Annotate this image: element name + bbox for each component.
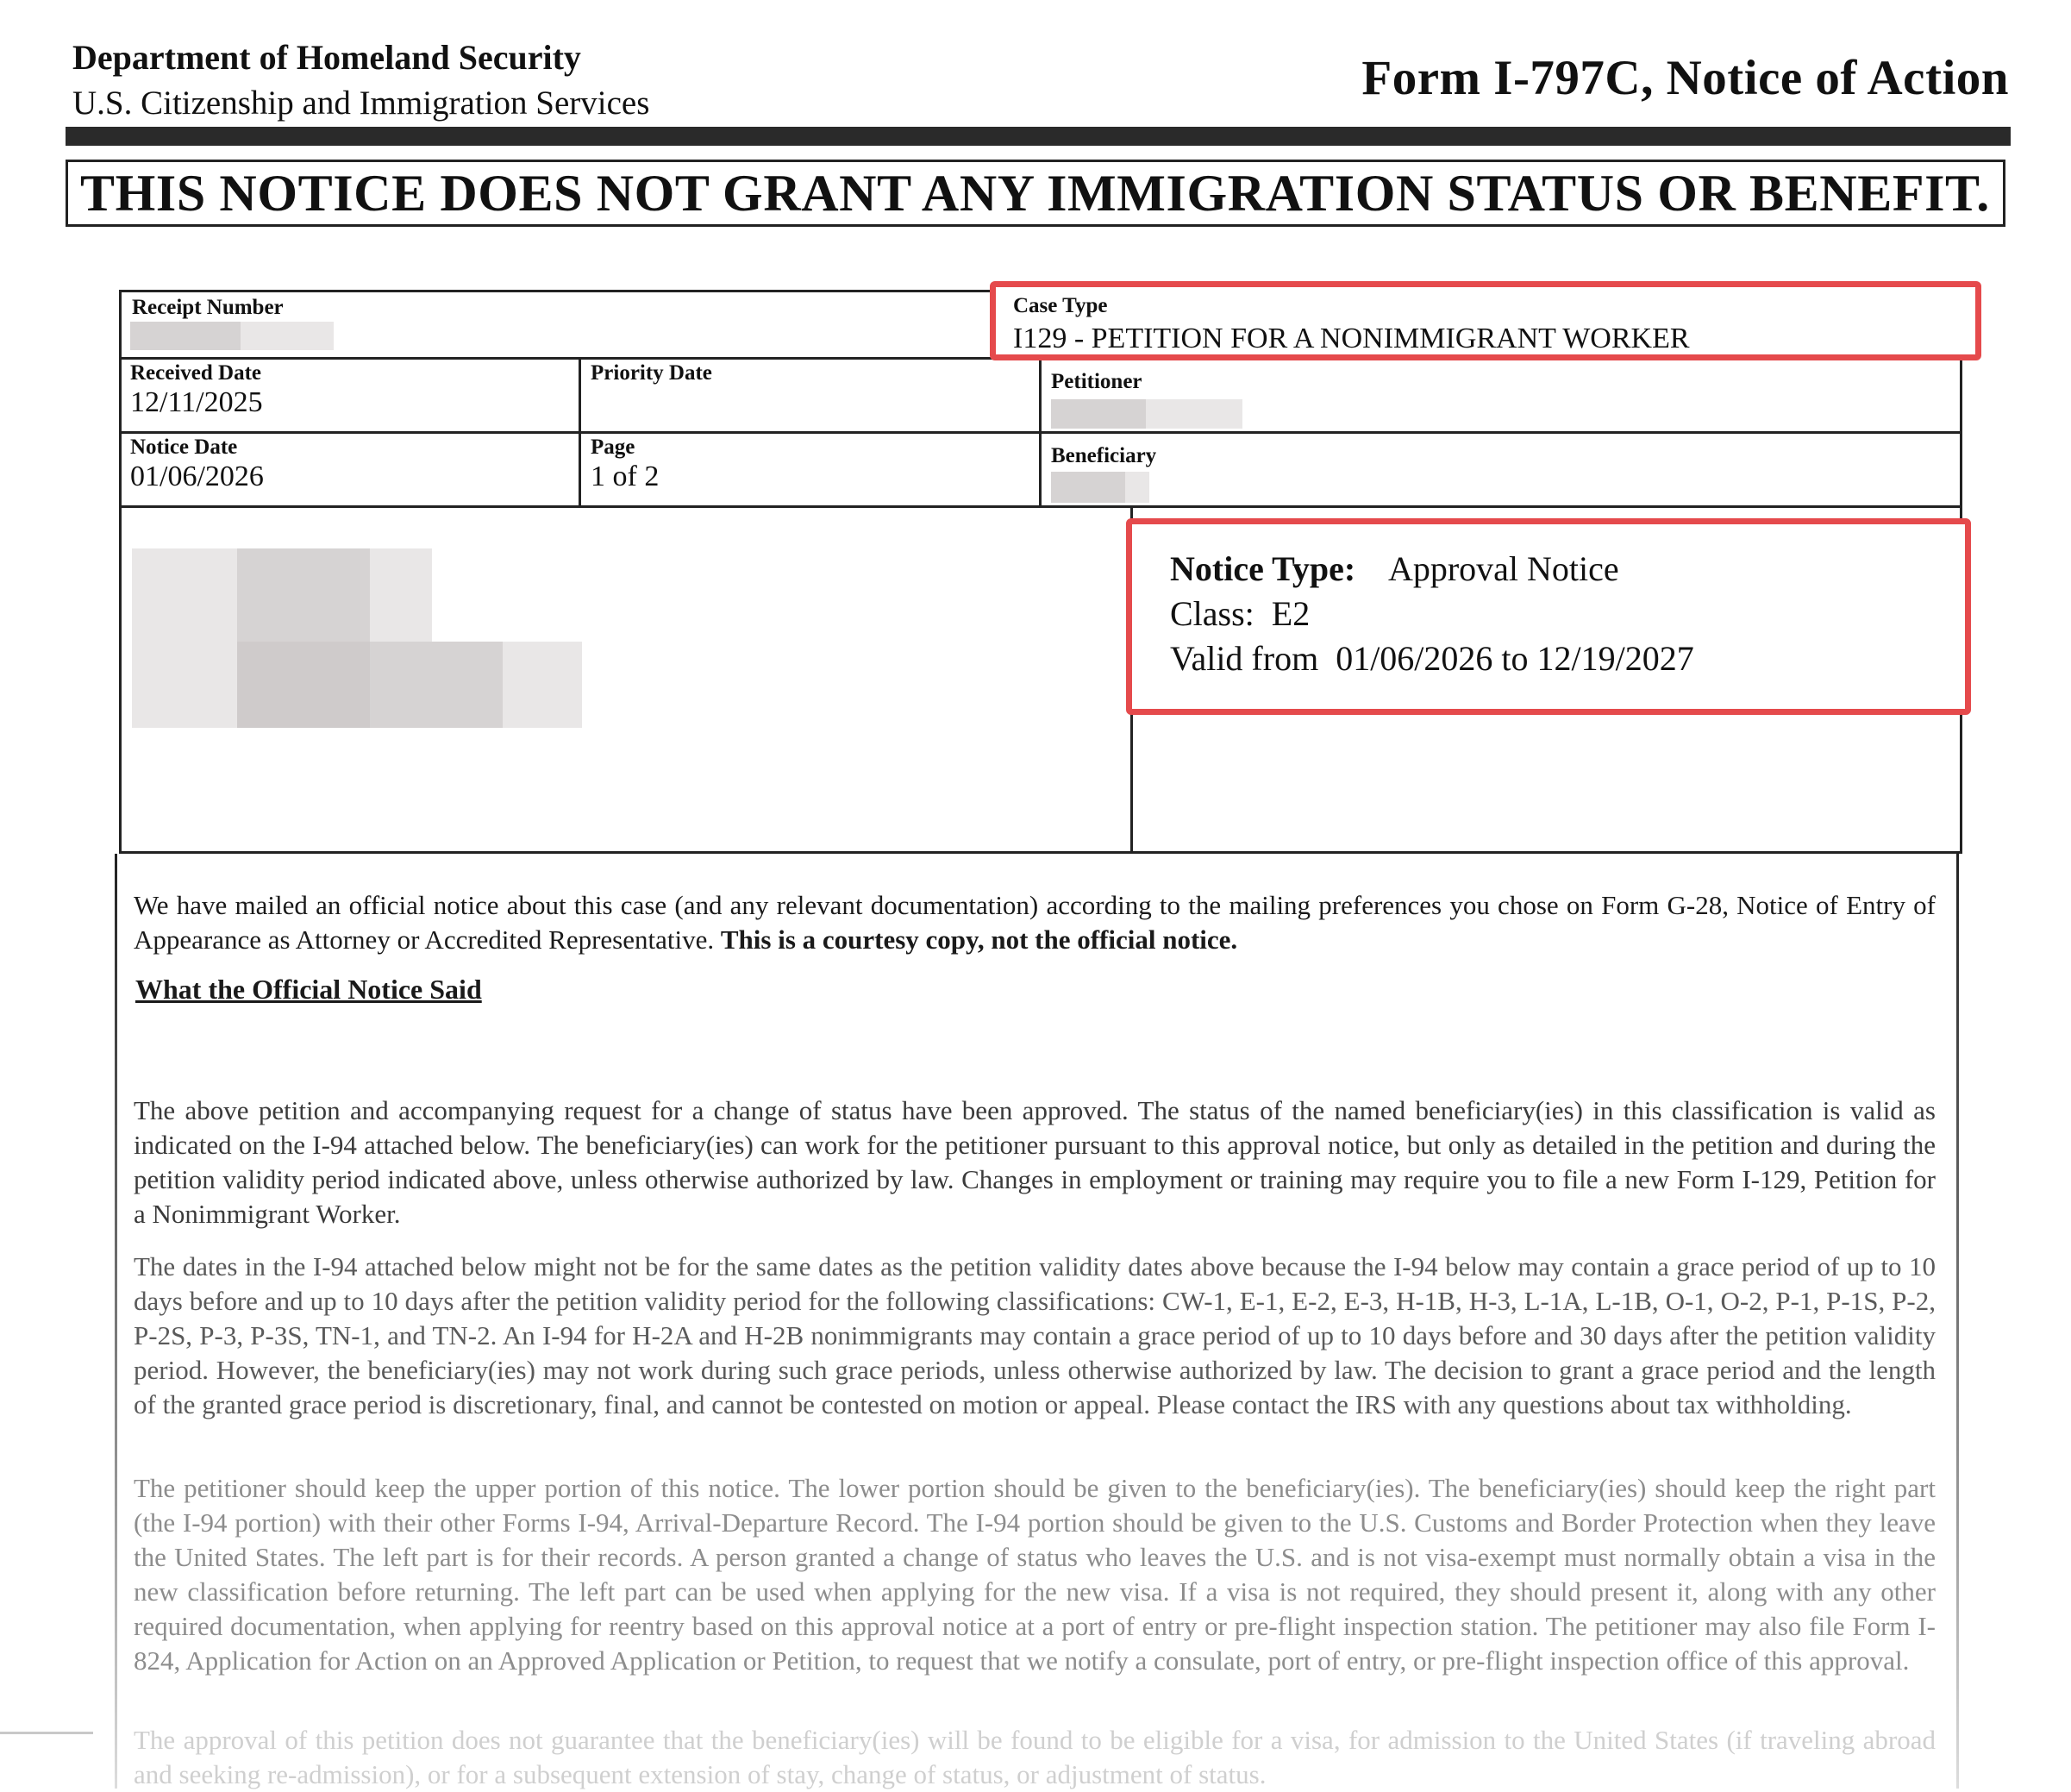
courtesy-copy-text: This is a courtesy copy, not the official notice. <box>720 924 1238 955</box>
address-redaction <box>370 642 503 728</box>
valid-label: Valid from <box>1170 639 1319 678</box>
agency-header <box>72 34 649 127</box>
receipt-number-redaction <box>130 322 241 350</box>
case-type-label: Case Type <box>1013 294 1108 317</box>
beneficiary-cell <box>1051 444 1156 468</box>
received-date-label: Received Date <box>130 361 262 385</box>
keep-notice-paragraph: The petitioner should keep the upper portion of this notice. The lower portion should be given to the beneficiary(ies). The beneficiary(ies) should keep the right part (the I-94 portion) with their other Forms I-94, Arrival-Departure Record. The I-94 portion should be given to the U.S. Customs and Border Protection when they leave the United States. The left part is for their records. A person granted a change of status who leaves the U.S. and is not visa-exempt must normally obtain a visa in the new classification before returning. The left part can be used when applying for the new visa. If a visa is not required, they should present it, along with any other required documentation, when applying for reentry based on this approval notice at a port of entry or pre-flight inspection station. The petitioner may also file Form I-824, Application for Action on an Approved Application or Petition, to request that we notify a consulate, port of entry, or pre-flight inspection office of this approval. <box>134 1473 1936 1676</box>
grid-divider <box>579 357 581 505</box>
beneficiary-redaction <box>1125 472 1149 503</box>
notice-type-line <box>1170 548 1619 589</box>
address-redaction <box>237 642 370 728</box>
official-notice-heading: What the Official Notice Said <box>135 974 482 1005</box>
address-redaction <box>132 642 237 728</box>
validity-line <box>1170 638 1694 679</box>
case-type-value: I129 - PETITION FOR A NONIMMIGRANT WORKER <box>1013 323 1690 354</box>
notice-date-value: 01/06/2026 <box>130 461 264 492</box>
grace-period-paragraph: The dates in the I-94 attached below might not be for the same dates as the petition validity dates above because the I-94 below may contain a grace period of up to 10 days before and up to 10 days after the petition validity period for the following classifications: CW-1, E-1, E-2, E-3, H-1B, H-3, L-1A, L-1B, O-1, O-2, P-1, P-1S, P-2, P-2S, P-3, P-3S, TN-1, and TN-2. An I-94 for H-2A and H-2B nonimmigrants may contain a grace period of up to 10 days before and 30 days after the petition validity period. However, the beneficiary(ies) may not work during such grace periods, unless otherwise authorized by law. The decision to grant a grace period and the length of the granted grace period is discretionary, final, and cannot be contested on motion or appeal. Please contact the IRS with any questions about tax withholding. <box>134 1251 1936 1419</box>
class-line <box>1170 593 1310 634</box>
address-redaction <box>503 642 582 728</box>
class-label: Class: <box>1170 594 1254 633</box>
notice-date-label: Notice Date <box>130 435 238 459</box>
grid-divider <box>1039 357 1042 505</box>
header-rule <box>66 127 2011 146</box>
beneficiary-label: Beneficiary <box>1051 444 1157 467</box>
receipt-number-redaction <box>241 322 334 350</box>
notice-type-highlight <box>1126 518 1971 715</box>
class-value: E2 <box>1271 594 1311 633</box>
valid-from-date: 01/06/2026 <box>1336 639 1493 678</box>
received-date-value: 12/11/2025 <box>130 386 263 418</box>
page-label: Page <box>591 435 635 459</box>
petitioner-redaction <box>1146 399 1242 429</box>
body-border-right <box>1956 854 1959 1789</box>
status-disclaimer-banner: THIS NOTICE DOES NOT GRANT ANY IMMIGRATION STATUS OR BENEFIT. <box>66 160 2005 227</box>
approval-paragraph: The above petition and accompanying request for a change of status have been approved. The status of the named beneficiary(ies) in this classification is valid as indicated on the I-94 attached below. The beneficiary(ies) can work for the petitioner pursuant to this approval notice, but only as detailed in the petition and during the petition validity period indicated above, unless otherwise authorized by law. Changes in employment or training may require you to file a new Form I-129, Petition for a Nonimmigrant Worker. <box>134 1095 1936 1229</box>
petitioner-cell <box>1051 370 1142 394</box>
address-redaction <box>132 548 237 642</box>
address-redaction <box>370 548 432 642</box>
notice-date-cell <box>130 435 264 495</box>
form-title: Form I-797C, Notice of Action <box>1361 51 2009 105</box>
scan-artifact-line <box>0 1732 93 1734</box>
priority-date-cell <box>591 361 712 385</box>
petitioner-redaction <box>1051 399 1146 429</box>
department-name: Department of Homeland Security <box>72 38 581 77</box>
page-value: 1 of 2 <box>591 461 660 492</box>
notice-type-value: Approval Notice <box>1387 549 1619 588</box>
notice-type-label: Notice Type: <box>1170 549 1356 588</box>
receipt-number-cell <box>132 296 284 320</box>
agency-name: U.S. Citizenship and Immigration Services <box>72 85 650 122</box>
valid-to-word: to <box>1501 639 1529 678</box>
grid-divider <box>122 505 1960 508</box>
case-type-highlight <box>990 281 1981 360</box>
mailed-notice-paragraph <box>134 888 1936 957</box>
petitioner-label: Petitioner <box>1051 370 1142 393</box>
receipt-number-label: Receipt Number <box>132 296 284 319</box>
body-border-left <box>115 854 117 1789</box>
page-cell <box>591 435 659 495</box>
address-redaction <box>237 548 370 642</box>
mailed-text: We have mailed an official notice about this case (and any relevant documentation) according to the mailing preferences you chose on Form G-28, Notice of Entry of Appearance as Attorney or Accredited Representative. <box>134 890 1936 955</box>
valid-to-date: 12/19/2027 <box>1536 639 1694 678</box>
no-guarantee-paragraph: The approval of this petition does not guarantee that the beneficiary(ies) will be found to be eligible for a visa, for admission to the United States (if traveling abroad and seeking re-admission), or for a subsequent extension of stay, change of status, or adjustment of status. <box>134 1725 1936 1789</box>
priority-date-label: Priority Date <box>591 361 712 385</box>
beneficiary-redaction <box>1051 472 1125 503</box>
received-date-cell <box>130 361 263 421</box>
